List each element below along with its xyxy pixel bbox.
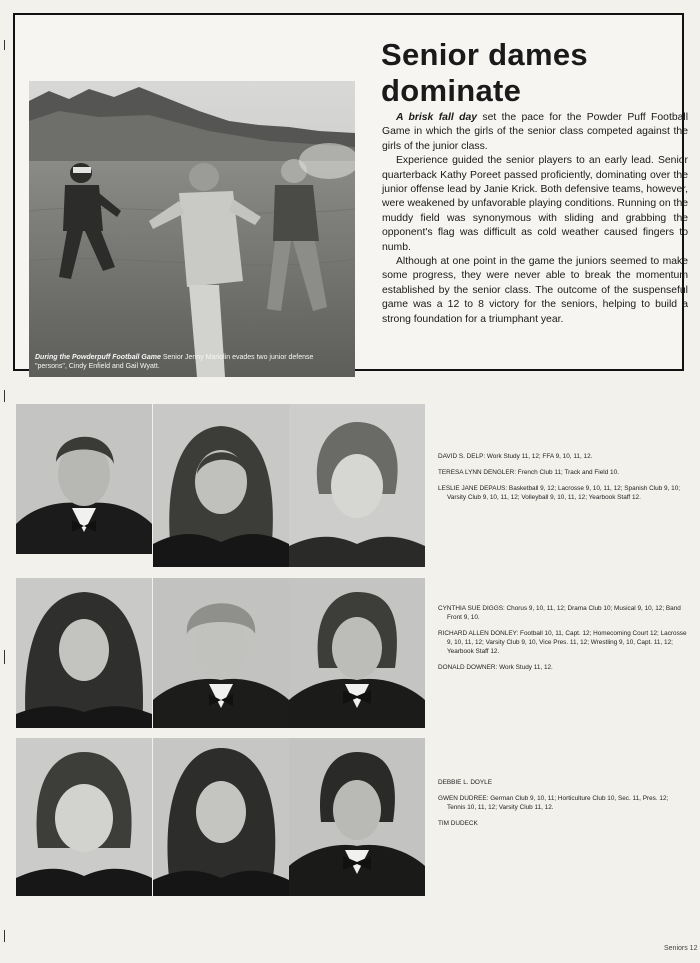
- bio-entry: [438, 468, 688, 477]
- bio-group-row-1: [438, 452, 688, 509]
- portrait-donald-downer: [289, 578, 425, 728]
- student-name: DEBBIE L. DOYLE: [438, 779, 492, 786]
- bio-entry: [438, 819, 688, 828]
- student-activities: : Basketball 9, 12; Lacrosse 9, 10, 11, 12; Spanish Club 9, 10; Varsity Club 9, 10, 11, 12; Volleyball 9, 10, 11, 12; Yearbook Staff 12.: [447, 485, 681, 501]
- binding-mark: [4, 650, 5, 664]
- binding-mark: [4, 930, 5, 942]
- photo-caption: [35, 353, 325, 371]
- bio-entry: [438, 604, 688, 622]
- bio-entry: [438, 778, 688, 787]
- student-activities: : French Club 11; Track and Field 10.: [514, 469, 619, 476]
- bio-entry: [438, 452, 688, 461]
- student-name: DAVID S. DELP: [438, 453, 484, 460]
- caption-text: Senior Jenny Mariolin evades two junior defense "persons", Cindy Enfield and Gail Wyatt.: [35, 354, 314, 370]
- portrait-debbie-doyle: [16, 738, 152, 896]
- powderpuff-game-photo: [29, 81, 355, 377]
- article-text: set the pace for the Powder Puff Football Game in which the girls of the senior class competed against the girls of the junior class.: [382, 112, 689, 152]
- portrait-tim-dudeck: [289, 738, 425, 896]
- portrait-gwen-dudree: [153, 738, 289, 896]
- portrait-leslie-depaus: [289, 404, 425, 567]
- article-headline: Senior dames dominate: [381, 37, 588, 108]
- portrait-david-delp: [16, 404, 152, 554]
- bio-group-row-3: [438, 778, 688, 835]
- caption-lead: During the Powderpuff Football Game: [35, 354, 161, 361]
- article-lead: A brisk fall day: [396, 112, 478, 123]
- student-name: CYNTHIA SUE DIGGS: [438, 605, 503, 612]
- student-name: TIM DUDECK: [438, 820, 478, 827]
- binding-mark: [4, 40, 5, 50]
- portrait-cynthia-diggs: [16, 578, 152, 728]
- student-name: RICHARD ALLEN DONLEY: [438, 630, 517, 637]
- student-activities: : Chorus 9, 10, 11, 12; Drama Club 10; Musical 9, 10, 12; Band Front 9, 10.: [447, 605, 681, 621]
- feature-box: [13, 13, 689, 371]
- bio-entry: [438, 484, 688, 502]
- student-activities: : Work Study 11, 12; FFA 9, 10, 11, 12.: [483, 453, 593, 460]
- student-name: TERESA LYNN DENGLER: [438, 469, 515, 476]
- bio-entry: [438, 663, 688, 672]
- article-paragraph: [382, 111, 688, 154]
- bio-entry: [438, 629, 688, 656]
- student-activities: : Football 10, 11, Capt. 12; Homecoming Court 12; Lacrosse 9, 10, 11, 12; Varsity Club 9, 10, Vice Pres. 11, 12; Wrestling 9, 10, Capt. 11, 12; Yearbook Staff 12.: [447, 630, 687, 655]
- student-name: LESLIE JANE DEPAUS: [438, 485, 506, 492]
- article-body: [382, 111, 688, 327]
- page-folio: Seniors 12: [664, 945, 698, 952]
- article-paragraph: Although at one point in the game the juniors seemed to make some progress, they were never able to break the momentum established by the senior class. The outcome of the suspenseful game was a 12 to 8 victory for the seniors, helping to build a strong foundation for a triumphant year.: [382, 256, 688, 325]
- bio-group-row-2: [438, 604, 688, 679]
- portrait-richard-donley: [153, 578, 289, 728]
- student-name: GWEN DUDREE: [438, 795, 487, 802]
- article-paragraph: Experience guided the senior players to an early lead. Senior quarterback Kathy Poreet passed proficiently, dominating over the junior offense lead by Janie Krick. Both defensive teams, however, were weakened by unfavorable playing conditions. Running on the muddy field was synonymous with sliding and grabbing the opponent's flag was difficult as cold weather caused fingers to numb.: [382, 155, 688, 253]
- student-activities: : Work Study 11, 12.: [495, 664, 553, 671]
- bio-entry: [438, 794, 688, 812]
- binding-mark: [4, 390, 5, 402]
- portrait-teresa-dengler: [153, 404, 289, 567]
- student-activities: : German Club 9, 10, 11; Horticulture Club 10, Sec. 11, Pres. 12; Tennis 10, 11, 12; Varsity Club 11, 12.: [447, 795, 669, 811]
- student-name: DONALD DOWNER: [438, 664, 496, 671]
